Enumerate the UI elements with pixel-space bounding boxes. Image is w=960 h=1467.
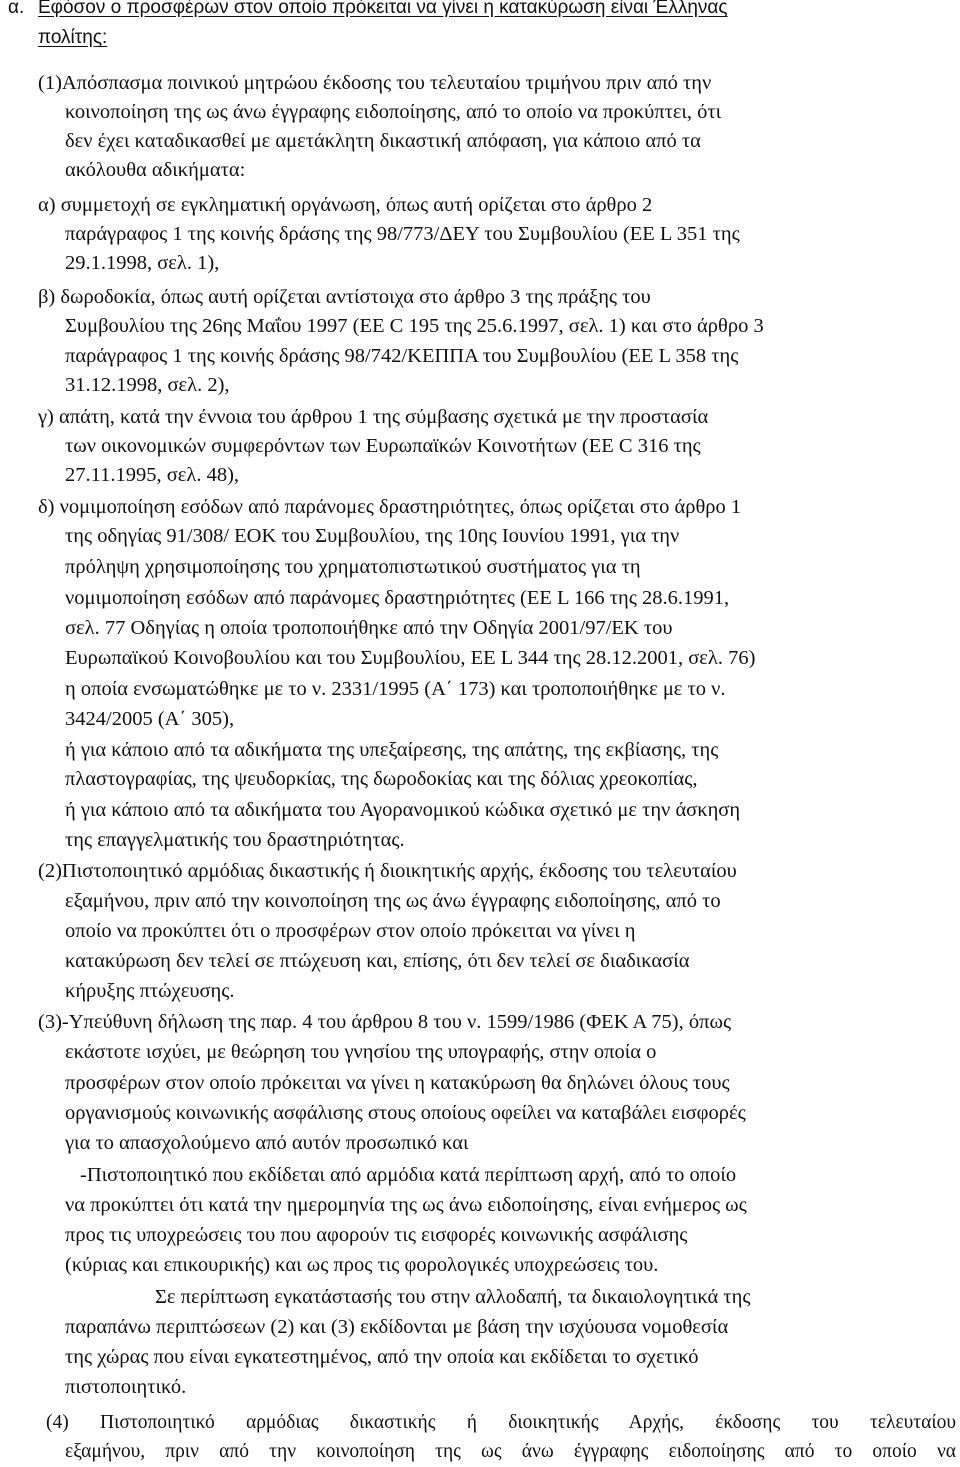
text-line: ή για κάποιο από τα αδικήματα του Αγορανομικού κώδικα σχετικό με την άσκηση xyxy=(65,799,741,821)
text-line: προς τις υποχρεώσεις του που αφορούν τις εισφορές κοινωνικής ασφάλισης xyxy=(65,1224,688,1246)
text-line: οργανισμούς κοινωνικής ασφάλισης στους οποίους οφείλει να καταβάλει εισφορές xyxy=(65,1102,746,1124)
text-line: παράγραφος 1 της κοινής δράσης 98/742/ΚΕΠΠΑ του Συμβουλίου (ΕΕ L 358 της xyxy=(65,345,739,367)
text-line: Ευρωπαϊκού Κοινοβουλίου και του Συμβουλίου, ΕΕ L 344 της 28.12.2001, σελ. 76) xyxy=(65,647,756,669)
text-line: δεν έχει καταδικασθεί με αμετάκλητη δικαστική απόφαση, για κάποιο από τα xyxy=(65,130,701,152)
text-line: (1)Απόσπασμα ποινικού μητρώου έκδοσης του τελευταίου τριμήνου πριν από την xyxy=(38,72,712,94)
text-line: της επαγγελματικής του δραστηριότητας. xyxy=(65,829,405,851)
text-line: ή για κάποιο από τα αδικήματα της υπεξαίρεσης, της απάτης, της εκβίασης, της xyxy=(65,739,719,761)
text-line: δ) νομιμοποίηση εσόδων από παράνομες δραστηριότητες, όπως ορίζεται στο άρθρο 1 xyxy=(38,496,742,518)
text-line: (κύριας και επικουρικής) και ως προς τις φορολογικές υποχρεώσεις του. xyxy=(65,1254,659,1276)
text-line: Σε περίπτωση εγκατάστασής του στην αλλοδαπή, τα δικαιολογητικά της xyxy=(155,1286,751,1308)
text-line: ακόλουθα αδικήματα: xyxy=(65,159,246,181)
text-line: νομιμοποίηση εσόδων από παράνομες δραστηριότητες (ΕΕ L 166 της 28.6.1991, xyxy=(65,587,730,609)
text-line: οποίο να προκύπτει ότι ο προσφέρων στον οποίο πρόκειται να γίνει η xyxy=(65,920,636,942)
text-line: για το απασχολούμενο από αυτόν προσωπικό και xyxy=(65,1132,469,1154)
text-line: κοινοποίηση της ως άνω έγγραφης ειδοποίησης, από το οποίο να προκύπτει, ότι xyxy=(65,101,722,123)
text-line: των οικονομικών συμφερόντων των Ευρωπαϊκών Κοινοτήτων (ΕΕ C 316 της xyxy=(65,435,701,457)
text-line: Συμβουλίου της 26ης Μαΐου 1997 (ΕΕ C 195 της 25.6.1997, σελ. 1) και στο άρθρο 3 xyxy=(65,315,764,337)
text-line: παραπάνω περιπτώσεων (2) και (3) εκδίδονται με βάση την ισχύουσα νομοθεσία xyxy=(65,1316,729,1338)
text-line: εκάστοτε ισχύει, με θεώρηση του γνησίου της υπογραφής, στην οποία ο xyxy=(65,1041,657,1063)
text-line: πρόληψη χρησιμοποίησης του χρηματοπιστωτικού συστήματος για τη xyxy=(65,556,641,578)
text-line: της οδηγίας 91/308/ ΕΟΚ του Συμβουλίου, της 10ης Ιουνίου 1991, για την xyxy=(65,525,680,547)
text-line: η οποία ενσωματώθηκε με το ν. 2331/1995 (Α΄ 173) και τροποποιήθηκε με το ν. xyxy=(65,678,726,700)
text-line: α) συμμετοχή σε εγκληματική οργάνωση, όπως αυτή ορίζεται στο άρθρο 2 xyxy=(38,194,653,216)
text-line: β) δωροδοκία, όπως αυτή ορίζεται αντίστοιχα στο άρθρο 3 της πράξης του xyxy=(38,286,651,308)
text-line: (4) Πιστοποιητικό αρμόδιας δικαστικής ή διοικητικής Αρχής, έκδοσης του τελευταίου xyxy=(46,1412,956,1433)
text-line: σελ. 77 Οδηγίας η οποία τροποποιήθηκε από την Οδηγία 2001/97/ΕΚ του xyxy=(65,617,673,639)
text-line: 29.1.1998, σελ. 1), xyxy=(65,252,220,274)
text-line: να προκύπτει ότι κατά την ημερομηνία της ως άνω ειδοποίησης, είναι ενήμερος ως xyxy=(65,1194,747,1216)
text-line: παράγραφος 1 της κοινής δράσης της 98/773/ΔΕΥ του Συμβουλίου (ΕΕ L 351 της xyxy=(65,223,740,245)
section-heading: Εφόσον ο προσφέρων στον οποίο πρόκειται να γίνει η κατακύρωση είναι Έλληνας xyxy=(38,0,728,18)
text-line: προσφέρων στον οποίο πρόκειται να γίνει η κατακύρωση θα δηλώνει όλους τους xyxy=(65,1072,730,1094)
text-line: (3)-Υπεύθυνη δήλωση της παρ. 4 του άρθρου 8 του ν. 1599/1986 (ΦΕΚ Α 75), όπως xyxy=(38,1011,732,1033)
text-line: πλαστογραφίας, της ψευδορκίας, της δωροδοκίας και της δόλιας χρεοκοπίας, xyxy=(65,768,698,790)
text-line: εξαμήνου, πριν από την κοινοποίηση της ως άνω έγγραφης ειδοποίησης από το οποίο να xyxy=(65,1441,956,1462)
text-line: -Πιστοποιητικό που εκδίδεται από αρμόδια κατά περίπτωση αρχή, από το οποίο xyxy=(80,1164,737,1186)
section-heading-cont: πολίτης: xyxy=(38,27,108,48)
text-line: 3424/2005 (Α΄ 305), xyxy=(65,708,235,730)
text-line: γ) απάτη, κατά την έννοια του άρθρου 1 της σύμβασης σχετικά με την προστασία xyxy=(38,406,709,428)
text-line: κήρυξης πτώχευσης. xyxy=(65,980,235,1002)
text-line: κατακύρωση δεν τελεί σε πτώχευση και, επίσης, ότι δεν τελεί σε διαδικασία xyxy=(65,950,690,972)
text-line: της χώρας που είναι εγκατεστημένος, από την οποία και εκδίδεται το σχετικό xyxy=(65,1346,699,1368)
text-line: εξαμήνου, πριν από την κοινοποίηση της ως άνω έγγραφης ειδοποίησης, από το xyxy=(65,890,721,912)
text-line: 27.11.1995, σελ. 48), xyxy=(65,464,240,486)
text-line: (2)Πιστοποιητικό αρμόδιας δικαστικής ή διοικητικής αρχής, έκδοσης του τελευταίου xyxy=(38,860,737,882)
text-line: πιστοποιητικό. xyxy=(65,1376,187,1398)
text-line: 31.12.1998, σελ. 2), xyxy=(65,374,230,396)
section-label: α. xyxy=(8,0,25,18)
